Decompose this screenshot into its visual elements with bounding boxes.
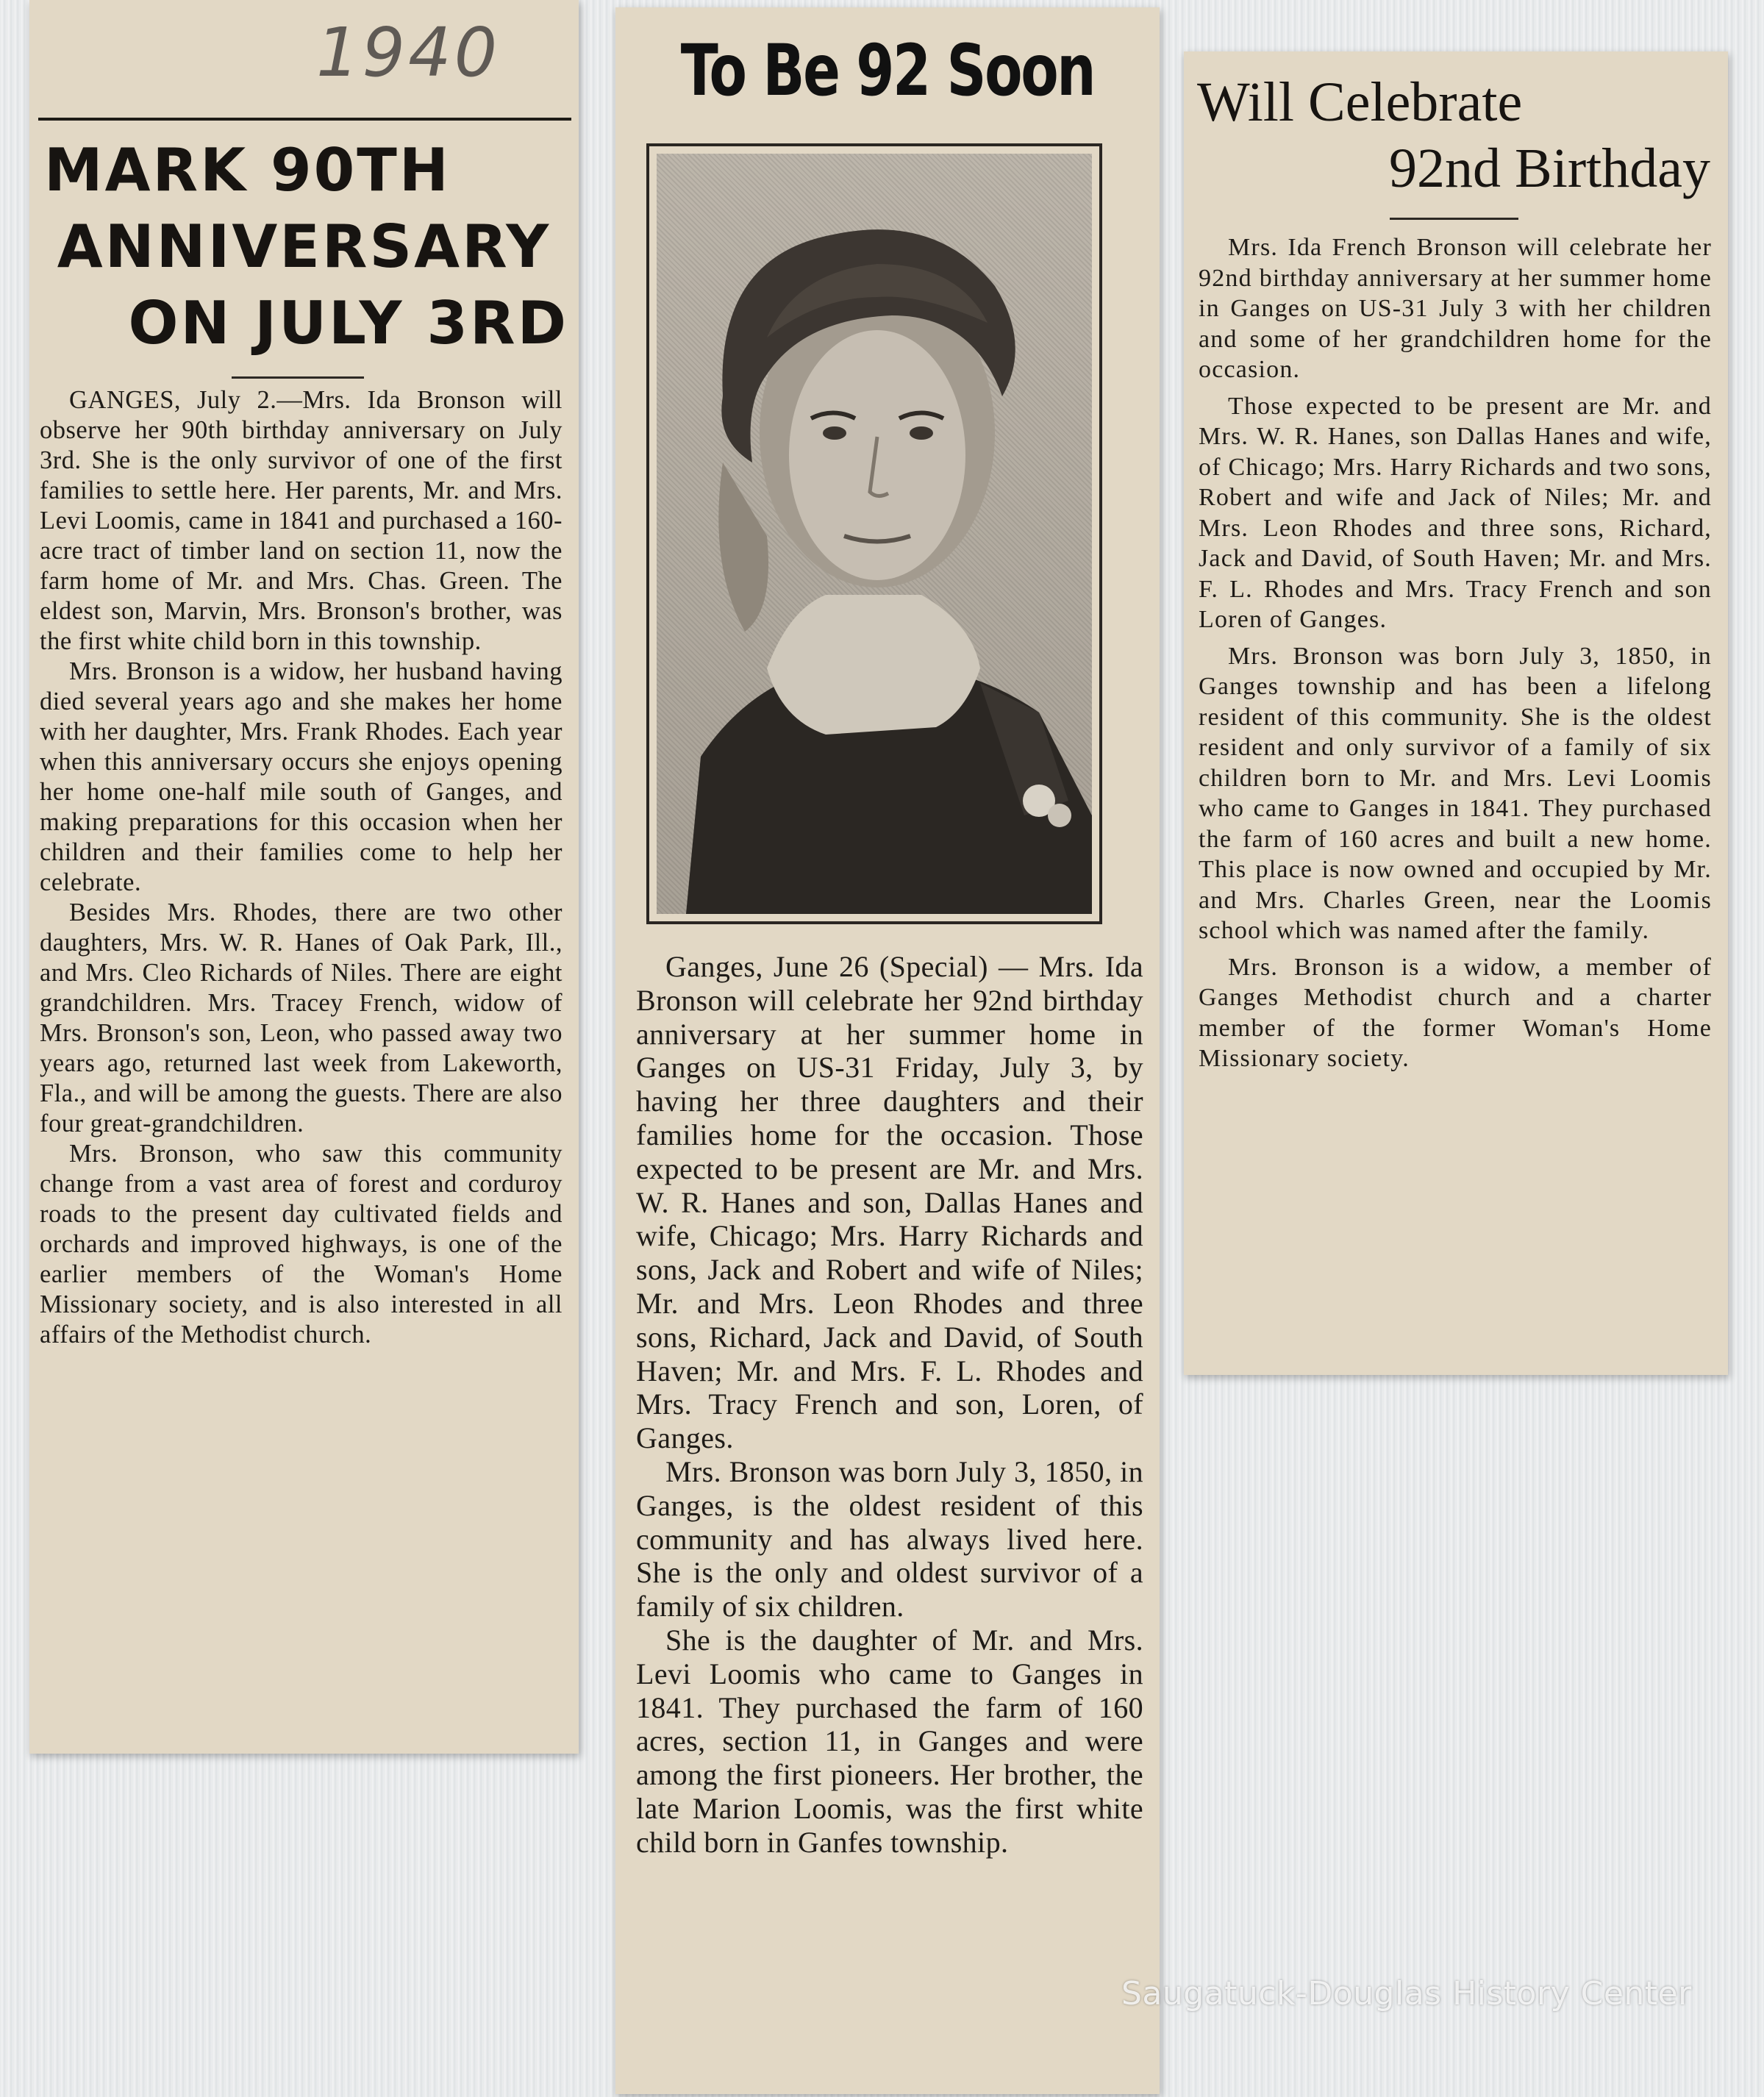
- paragraph: Mrs. Bronson is a widow, her husband having died several years ago and she makes her home with her daughter, Mrs. Frank Rhodes. Each year when this anniversary occurs she enjoys opening her home one-half mile south of Ganges, and making preparations for this occasion when her children and their families come to help her celebrate.: [40, 657, 563, 896]
- headline: [40, 132, 568, 362]
- headline-line-1: Will Celebrate: [1197, 71, 1523, 133]
- headline-line-2: ANNIVERSARY: [57, 212, 551, 281]
- paragraph: She is the daughter of Mr. and Mrs. Levi Loomis who came to Ganges in 1841. They purchased the farm of 160 acres, section 11, in Ganges and were among the first pioneers. Her brother, the late Marion Loomis, was the first white child born in Ganfes township.: [636, 1623, 1143, 1859]
- headline-line-2: 92nd Birthday: [1389, 137, 1710, 199]
- paragraph: Mrs. Bronson was born July 3, 1850, in Ganges township and has been a lifelong resident of this community. She is the oldest resident and only survivor of a family of six children born to Mr. and Mrs. Levi Loomis who came to Ganges in 1841. They purchased the farm of 160 acres and built a new home. This place is now owned and occupied by Mr. and Mrs. Charles Green, near the Loomis school which was named after the family.: [1199, 642, 1712, 944]
- separator: [1390, 218, 1518, 220]
- watermark: Saugatuck-Douglas History Center: [1121, 1975, 1692, 2012]
- article-body: [636, 950, 1143, 1860]
- headline: [1197, 69, 1715, 201]
- paragraph: Mrs. Bronson, who saw this community change from a vast area of forest and corduroy roads to the present day cultivated fields and orchards and improved highways, is one of the earlier members of the Woman's Home Missionary society, and is also interested in all affairs of the Methodist church.: [40, 1140, 563, 1348]
- paragraph: Those expected to be present are Mr. and Mrs. W. R. Hanes, son Dallas Hanes and wife, of Chicago; Mrs. Harry Richards and two sons, Robert and wife and Jack of Niles; Mr. and Mrs. Leon Rhodes and three sons, Richard, Jack and David, of South Haven; Mr. and Mrs. F. L. Rhodes and Mrs. Tracy French and son Loren of Ganges.: [1199, 392, 1712, 633]
- paragraph: Mrs. Bronson was born July 3, 1850, in Ganges, is the oldest resident of this community and has always lived here. She is the only and oldest survivor of a family of six children.: [636, 1454, 1143, 1623]
- article-body: [1199, 232, 1712, 1080]
- paragraph: Besides Mrs. Rhodes, there are two other daughters, Mrs. W. R. Hanes of Oak Park, Ill., and Mrs. Cleo Richards of Niles. There are eight grandchildren. Mrs. Tracey French, widow of Mrs. Bronson's son, Leon, who passed away two years ago, returned last week from Lakeworth, Fla., and will be among the guests. There are also four great-grandchildren.: [40, 899, 563, 1137]
- portrait-illustration: [657, 154, 1092, 914]
- handwritten-year: 1940: [316, 13, 501, 92]
- clipping-will-celebrate-92nd: [1184, 51, 1728, 1375]
- headline: To Be 92 Soon: [680, 29, 1095, 112]
- headline-line-1: MARK 90TH: [44, 136, 451, 204]
- top-rule: [38, 118, 571, 121]
- portrait-photo: [646, 143, 1102, 924]
- paragraph: Mrs. Bronson is a widow, a member of Ganges Methodist church and a charter member of the former Woman's Home Missionary society.: [1199, 953, 1712, 1072]
- separator: [232, 376, 364, 379]
- paragraph: Ganges, June 26 (Special) — Mrs. Ida Bronson will celebrate her 92nd birthday anniversary at her summer home in Ganges on US-31 Friday, July 3, by having her three daughters and their families home for the occasion. Those expected to be present are Mr. and Mrs. W. R. Hanes and son, Dallas Hanes and wife, Chicago; Mrs. Harry Richards and sons, Jack and Robert and wife of Niles; Mr. and Mrs. Leon Rhodes and three sons, Richard, Jack and David, of South Haven; Mr. and Mrs. F. L. Rhodes and Mrs. Tracy French and son, Loren, of Ganges.: [636, 950, 1143, 1455]
- article-body: [40, 385, 563, 1350]
- clipping-90th-anniversary: [29, 0, 579, 1754]
- paragraph: Mrs. Ida French Bronson will celebrate her 92nd birthday anniversary at her summer home in Ganges on US-31 July 3 with her children and some of her grandchildren home for the occasion.: [1199, 234, 1712, 383]
- clipping-to-be-92-soon: [615, 7, 1160, 2094]
- paragraph: GANGES, July 2.—Mrs. Ida Bronson will observe her 90th birthday anniversary on July 3rd. She is the only survivor of one of the first families to settle here. Her parents, Mr. and Mrs. Levi Loomis, came in 1841 and purchased a 160-acre tract of timber land on section 11, now the farm home of Mr. and Mrs. Chas. Green. The eldest son, Marvin, Mrs. Bronson's brother, was the first white child born in this township.: [40, 386, 563, 655]
- headline-line-3: ON JULY 3RD: [128, 289, 568, 357]
- portrait-image: [657, 154, 1092, 914]
